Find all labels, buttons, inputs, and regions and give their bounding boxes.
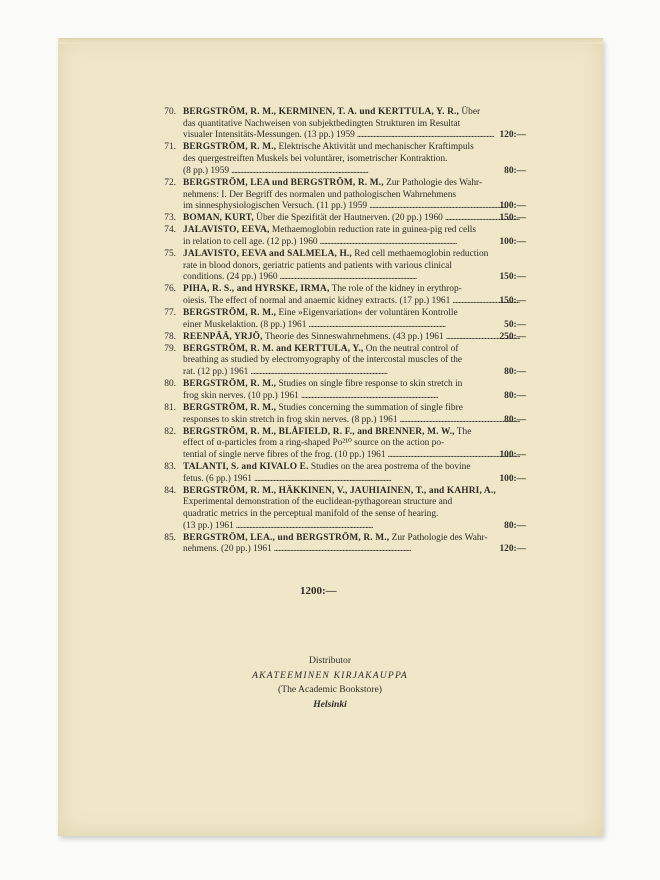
entry-authors: BERGSTRÖM, LEA., und BERGSTRÖM, R. M., [183,532,390,543]
entry-title-start: On the neutral control of [365,343,459,354]
entry-number: 85. [164,532,176,543]
entry-title-line: effect of α-particles from a ring-shaped Po²¹⁰ source on the action po- [183,438,445,449]
entry-authors: BERGSTRÖM, R. M., HÄKKINEN, V., JAUHIAINEN, T., and KAHRI, A., [183,485,496,496]
entry-price: 120:— [499,130,526,141]
entry-title-end: fetus. (6 pp.) 1961 [183,473,252,484]
publication-entry [154,402,526,426]
entry-price: 80:— [504,367,526,378]
publication-entry [154,177,526,213]
entry-title-end: responses to skin stretch in frog skin nerves. (8 pp.) 1961 [183,414,398,425]
entry-authors: JALAVISTO, EEVA, [183,225,270,236]
entry-price: 120:— [499,544,526,555]
entry-number: 74. [164,225,176,236]
entry-price: 50:— [504,319,526,330]
entry-title-line: nehmens: I. Der Begriff des normalen und pathologischen Wahrnehmens [183,189,457,200]
entry-price: 80:— [504,390,526,401]
entry-authors: BERGSTRÖM, R. M., [183,402,277,413]
entry-title-line: quadratic metrics in the perceptual manifold of the sense of hearing. [183,509,439,520]
entry-number: 81. [164,402,176,413]
entry-price: 250:— [499,331,526,342]
entry-number: 71. [164,142,176,153]
entry-title-end: conditions. (24 pp.) 1960 [183,272,278,283]
entry-number: 76. [164,284,176,295]
entry-authors: BERGSTRÖM, R. M. and KERTTULA, Y., [183,343,364,354]
publication-entry [154,284,526,307]
distributor-block [170,654,490,712]
entry-number: 82. [164,426,176,437]
entry-number: 77. [164,308,176,319]
entry-title-end: oiesis. The effect of normal and anaemic kidney extracts. (17 pp.) 1961 [183,296,451,307]
entry-number: 83. [164,461,176,472]
leader-dots [250,367,520,379]
leader-dots [254,474,520,486]
entry-title-start: Methaemoglobin reduction rate in guinea-pig red cells [271,225,476,236]
entry-title-start: Studies on single fibre response to skin stretch in [278,379,463,390]
entry-title-end: frog skin nerves. (10 pp.) 1961 [183,390,299,401]
entry-title-start: Zur Pathologie des Wahr- [391,532,488,543]
entry-title-start: The [456,426,472,437]
entry-title-end: (13 pp.) 1961 [183,520,234,531]
publication-entry [154,461,526,485]
publication-entry [154,532,526,556]
entry-authors: PIHA, R. S., and HYRSKE, IRMA, [183,284,330,295]
publication-entry [154,213,526,225]
entry-title-end: Theorie des Sinneswahrnehmens. (43 pp.) 1961 [264,331,444,342]
entry-title-start: Studies on the area postrema of the bovine [310,461,471,472]
entry-title-end: einer Muskelaktion. (8 pp.) 1961 [183,319,307,330]
leader-dots [280,272,520,284]
entry-price: 100:— [499,236,526,247]
publication-entry [154,379,526,402]
publisher-city: Helsinki [313,698,347,710]
publisher-name: AKATEEMINEN KIRJAKAUPPA [252,669,408,681]
entry-authors: BERGSTRÖM, R. M., [183,308,277,319]
entry-number: 72. [164,177,176,188]
entry-authors: BERGSTRÖM, R. M., BLÅFIELD, R. F., and BRENNER, M. W., [183,426,455,437]
leader-dots [274,544,520,556]
cover-top-edge [58,38,603,44]
entry-title-end: im sinnesphysiologischen Versuch. (11 pp.) 1959 [183,201,368,212]
publication-list [154,107,526,556]
publication-entry [154,142,526,177]
entry-title-start: Eine »Eigenvariation« der voluntären Kontrolle [278,308,458,319]
entry-title-start: Studies concerning the summation of single fibre [278,402,463,413]
entry-title-line: des quergestreiften Muskels bei voluntärer, isometrischer Kontraktion. [183,154,448,165]
entry-number: 75. [164,248,176,259]
entry-title-start: The role of the kidney in erythrop- [331,284,462,295]
entry-price: 80:— [504,520,526,531]
entry-price: 100:— [499,449,526,460]
distributor-label: Distributor [308,655,352,666]
entry-title-end: rat. (12 pp.) 1961 [183,367,249,378]
entry-price: 100:— [499,201,526,212]
entry-number: 78. [164,331,176,342]
entry-authors: JALAVISTO, EEVA and SALMELA, H., [183,248,352,259]
entry-authors: BOMAN, KURT, [183,213,254,224]
entry-authors: BERGSTRÖM, R. M., [183,142,277,153]
entry-number: 70. [164,107,176,117]
entry-price: 100:— [499,473,526,484]
entry-title-line: rate in blood donors, geriatric patients and patients with various clinical [183,260,452,271]
entry-price: 150:— [499,296,526,307]
entry-title-start: Über [461,107,481,117]
leader-dots [231,166,520,178]
entry-authors: BERGSTRÖM, LEA und BERGSTRÖM, R. M., [183,177,384,188]
entry-title-end: (8 pp.) 1959 [183,165,230,176]
entry-title-end: in relation to cell age. (12 pp.) 1960 [183,236,318,247]
publication-entry [154,331,526,344]
entry-title-end: Über die Spezifität der Hautnerven. (20 pp.) 1960 [256,213,443,224]
entry-number: 73. [164,213,176,224]
entry-title-line: breathing as studied by electromyography of the intercostal muscles of the [183,355,463,366]
entry-title-end: tential of single nerve fibres of the frog. (10 pp.) 1961 [183,449,386,460]
entry-price: 80:— [504,414,526,425]
entry-title-end: nehmens. (20 pp.) 1961 [183,544,272,555]
entry-number: 80. [164,379,176,390]
publisher-english-name: (The Academic Bookstore) [278,684,382,695]
entry-authors: TALANTI, S. and KIVALO E. [183,461,309,472]
entry-title-start: Red cell methaemoglobin reduction [354,248,489,259]
entry-title-end: visualer Intensitäts-Messungen. (13 pp.) 1959 [183,130,355,141]
entry-title-start: Zur Pathologie des Wahr- [386,177,483,188]
entry-number: 84. [164,485,176,496]
entry-title-line: das quantitative Nachweisen von subjektbedingten Strukturen im Resultat [183,118,461,129]
entry-title-line: Experimental demonstration of the euclidean-pythagorean structure and [183,497,453,508]
publication-entry [154,248,526,284]
publication-entry [154,308,526,331]
publication-entry [154,107,526,142]
publication-entry [154,485,526,533]
entry-authors: BERGSTRÖM, R. M., KERMINEN, T. A. und KERTTULA, Y. R., [183,107,460,117]
total-price: 1200:— [300,585,337,597]
entry-authors: BERGSTRÖM, R. M., [183,379,277,390]
publication-entry [154,343,526,379]
entry-price: 80:— [504,165,526,176]
entry-price: 150:— [499,213,526,224]
entry-authors: REENPÄÄ, YRJÖ, [183,331,263,342]
entry-number: 79. [164,343,176,354]
publication-entry [154,225,526,248]
publication-entry [154,426,526,462]
entry-title-start: Elektrische Aktivität und mechanischer Kraftimpuls [278,142,474,153]
entry-price: 150:— [499,272,526,283]
leader-dots [236,521,520,533]
